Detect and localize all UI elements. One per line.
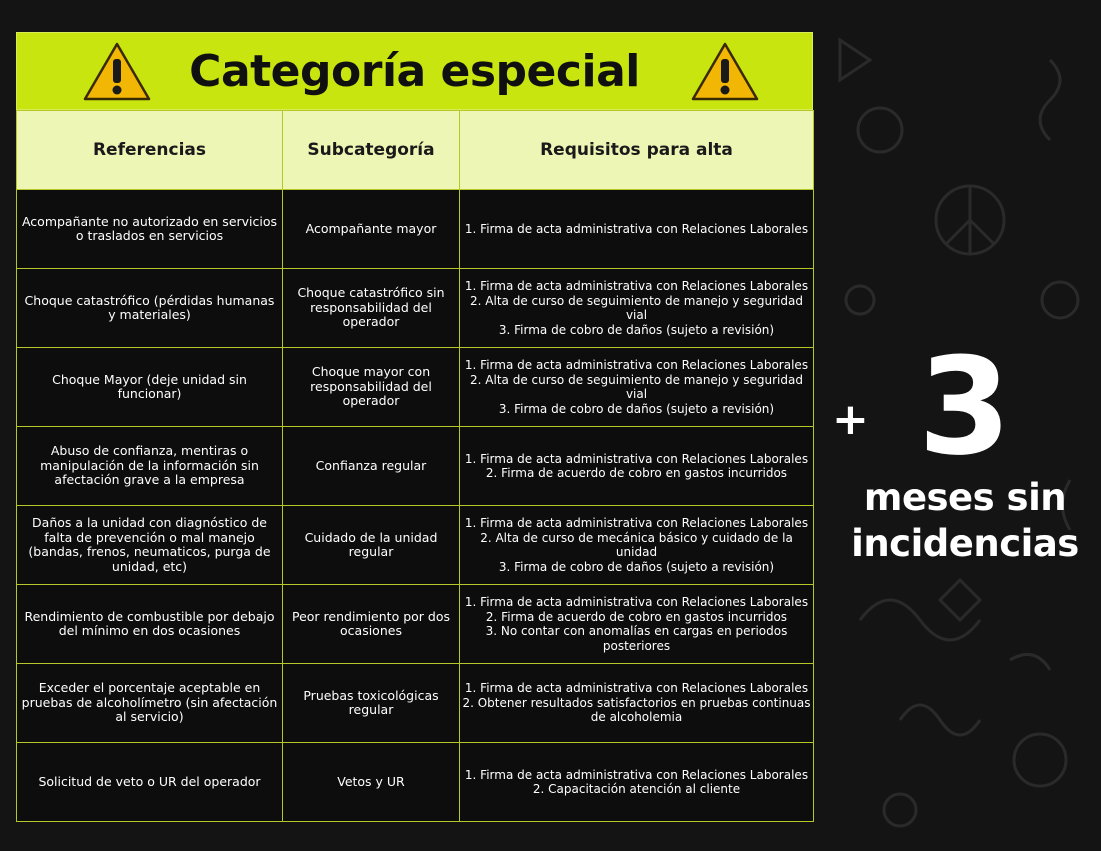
caption-line-1: meses sin (863, 476, 1067, 519)
table-row (17, 427, 814, 506)
requirement-item: 2. Capacitación atención al cliente (532, 782, 741, 796)
cell-subcategory: Acompañante mayor (283, 190, 460, 269)
table-row (17, 506, 814, 585)
cell-requirements (460, 348, 814, 427)
cell-subcategory: Cuidado de la unidad regular (283, 506, 460, 585)
cell-reference: Rendimiento de combustible por debajo del mínimo en dos ocasiones (17, 585, 283, 664)
cell-subcategory: Choque mayor con responsabilidad del operador (283, 348, 460, 427)
cell-reference: Solicitud de veto o UR del operador (17, 743, 283, 822)
cell-requirements (460, 427, 814, 506)
requirement-item: 2. Firma de acuerdo de cobro en gastos incurridos (485, 466, 788, 480)
table-row (17, 348, 814, 427)
cell-reference: Choque Mayor (deje unidad sin funcionar) (17, 348, 283, 427)
cell-requirements (460, 743, 814, 822)
cell-subcategory: Vetos y UR (283, 743, 460, 822)
cell-subcategory: Choque catastrófico sin responsabilidad del operador (283, 269, 460, 348)
cell-reference: Abuso de confianza, mentiras o manipulación de la información sin afectación grave a la empresa (17, 427, 283, 506)
table-row (17, 664, 814, 743)
side-highlight (820, 329, 1101, 580)
cell-subcategory: Confianza regular (283, 427, 460, 506)
requirement-item: 3. Firma de cobro de daños (sujeto a revisión) (498, 401, 775, 416)
cell-subcategory: Pruebas toxicológicas regular (283, 664, 460, 743)
cell-reference: Daños a la unidad con diagnóstico de falta de prevención o mal manejo (bandas, frenos, neumaticos, purga de unidad, etc) (17, 506, 283, 585)
table-row (17, 190, 814, 269)
table-row (17, 743, 814, 822)
column-header-requirements: Requisitos para alta (460, 111, 814, 190)
requirement-item: 3. Firma de cobro de daños (sujeto a revisión) (498, 559, 775, 574)
category-panel (16, 32, 813, 822)
cell-requirements (460, 269, 814, 348)
requirement-item: 1. Firma de acta administrativa con Relaciones Laborales (464, 595, 809, 609)
title-bar (16, 32, 813, 110)
requirement-item: 1. Firma de acta administrativa con Relaciones Laborales (464, 358, 809, 372)
table-row (17, 585, 814, 664)
cell-reference: Exceder el porcentaje aceptable en pruebas de alcoholímetro (sin afectación al servicio) (17, 664, 283, 743)
column-header-references: Referencias (17, 111, 283, 190)
warning-icon (691, 41, 759, 103)
cell-requirements (460, 585, 814, 664)
table-body (17, 190, 814, 822)
months-caption (820, 475, 1101, 567)
plus-sign: + (832, 394, 869, 445)
requirement-item: 1. Firma de acta administrativa con Relaciones Laborales (464, 279, 809, 293)
requirement-item: 1. Firma de acta administrativa con Relaciones Laborales (464, 767, 809, 782)
requirement-item: 1. Firma de acta administrativa con Relaciones Laborales (464, 451, 809, 466)
requirement-item: 2. Firma de acuerdo de cobro en gastos incurridos (485, 609, 788, 624)
requirement-item: 2. Obtener resultados satisfactorios en pruebas continuas de alcoholemia (462, 695, 811, 725)
requirement-item: 2. Alta de curso de mecánica básico y cuidado de la unidad (480, 530, 793, 559)
cell-requirements (460, 506, 814, 585)
cell-subcategory: Peor rendimiento por dos ocasiones (283, 585, 460, 664)
requirement-item: 1. Firma de acta administrativa con Relaciones Laborales (464, 681, 809, 696)
requirement-item: 1. Firma de acta administrativa con Relaciones Laborales (464, 516, 809, 530)
requirement-item: 3. Firma de cobro de daños (sujeto a revisión) (498, 322, 775, 337)
table-row (17, 269, 814, 348)
cell-reference: Acompañante no autorizado en servicios o traslados en servicios (17, 190, 283, 269)
column-header-subcategory: Subcategoría (283, 111, 460, 190)
warning-icon (83, 41, 151, 103)
requirement-item: 2. Alta de curso de seguimiento de manejo y seguridad vial (470, 293, 803, 322)
requirement-item: 3. No contar con anomalías en cargas en periodos posteriores (485, 624, 788, 653)
requirements-table (16, 110, 814, 822)
requirement-item: 2. Alta de curso de seguimiento de manejo y seguridad vial (470, 372, 803, 401)
cell-reference: Choque catastrófico (pérdidas humanas y materiales) (17, 269, 283, 348)
months-number: 3 (918, 329, 1012, 485)
caption-line-2: incidencias (851, 522, 1079, 565)
cell-requirements (460, 190, 814, 269)
page-title: Categoría especial (189, 45, 640, 97)
requirement-item: 1. Firma de acta administrativa con Relaciones Laborales (464, 221, 809, 236)
cell-requirements (460, 664, 814, 743)
table-header-row (17, 111, 814, 190)
